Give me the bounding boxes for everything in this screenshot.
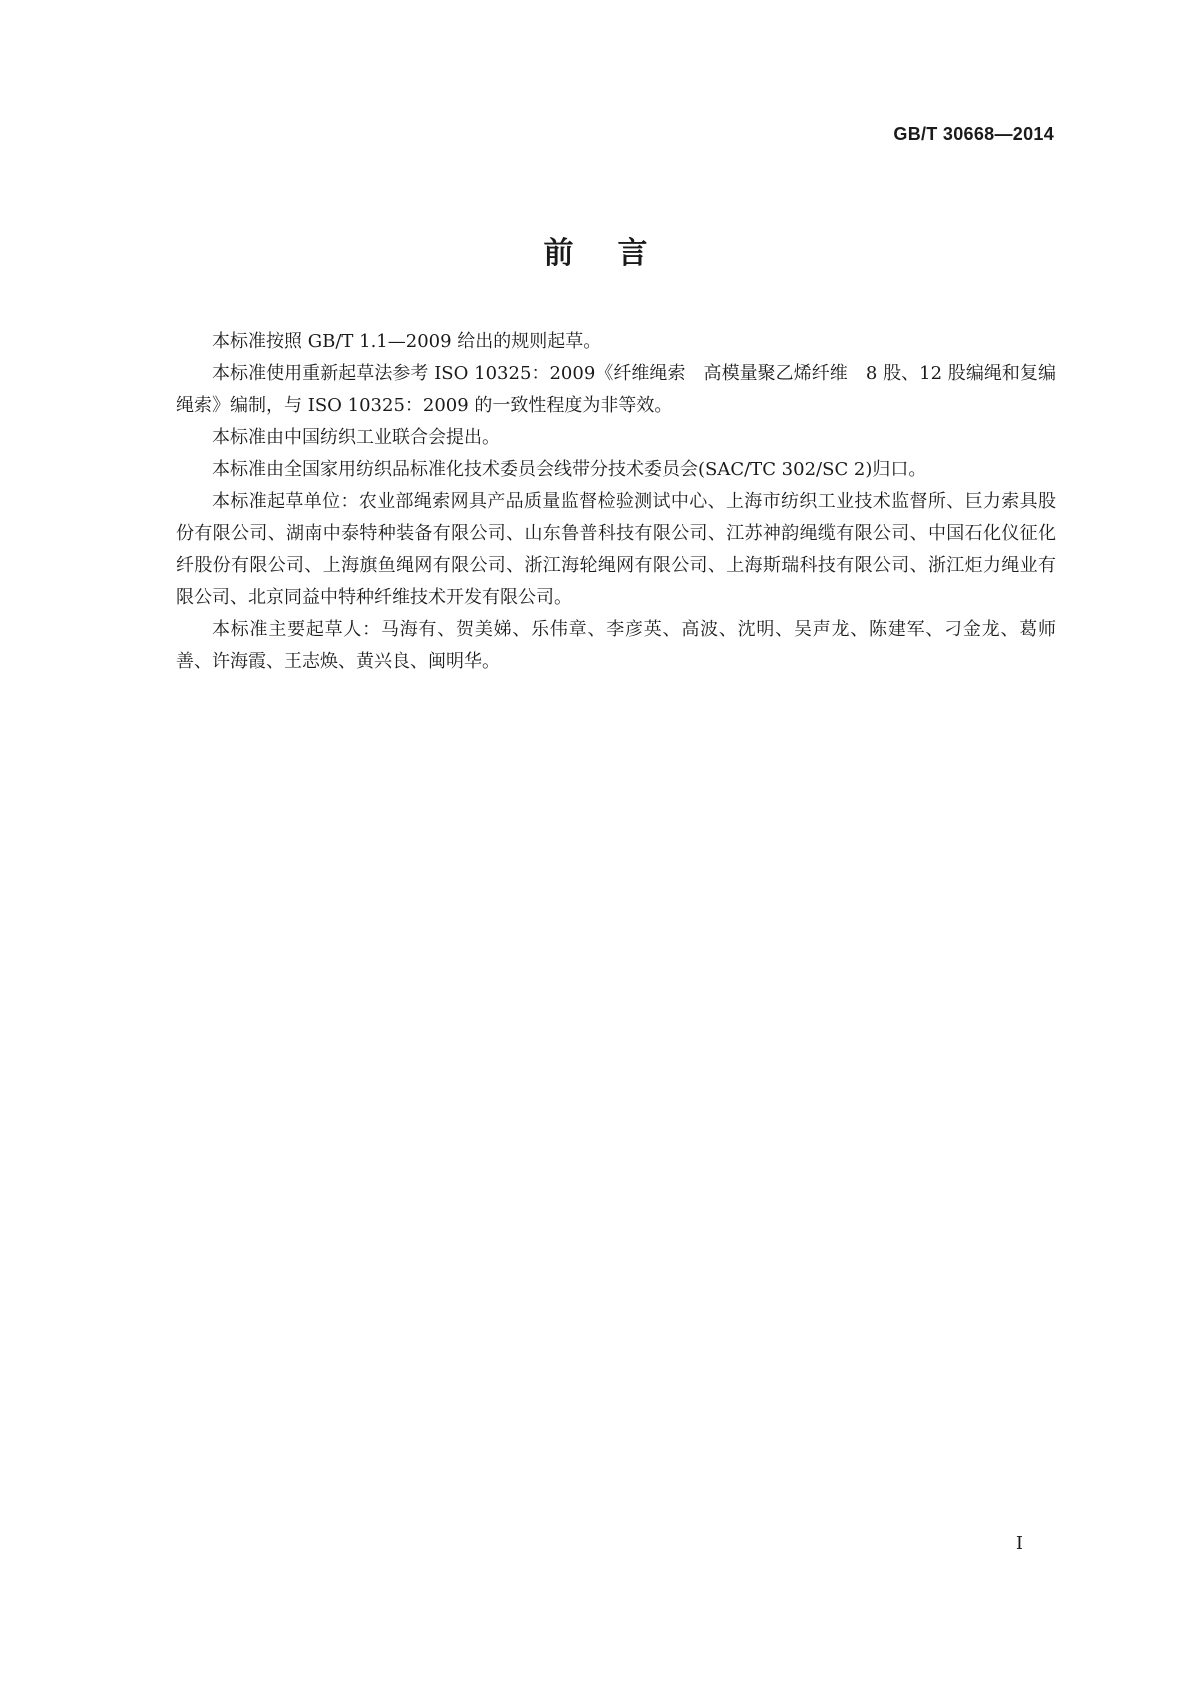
preface-body xyxy=(176,326,1056,678)
paragraph-proposer: 本标准由中国纺织工业联合会提出。 xyxy=(212,427,500,448)
paragraph-main-drafters: 本标准主要起草人：马海有、贺美娣、乐伟章、李彦英、高波、沈明、吴声龙、陈建军、刁金龙、葛师善、许海霞、王志焕、黄兴良、闽明华。 xyxy=(176,619,1056,672)
paragraph-reference-standard: 本标准使用重新起草法参考 ISO 10325：2009《纤维绳索 高模量聚乙烯纤维 8 股、12 股编绳和复编绳索》编制，与 ISO 10325：2009 的一致性程度为非等效。 xyxy=(176,363,1056,416)
paragraph-drafting-units: 本标准起草单位：农业部绳索网具产品质量监督检验测试中心、上海市纺织工业技术监督所、巨力索具股份有限公司、湖南中泰特种装备有限公司、山东鲁普科技有限公司、江苏神韵绳缆有限公司、中国石化仪征化纤股份有限公司、上海旗鱼绳网有限公司、浙江海轮绳网有限公司、上海斯瑞科技有限公司、浙江炬力绳业有限公司、北京同益中特种纤维技术开发有限公司。 xyxy=(176,491,1056,608)
paragraph-committee: 本标准由全国家用纺织品标准化技术委员会线带分技术委员会(SAC/TC 302/SC 2)归口。 xyxy=(212,459,927,480)
page-title: 前言 xyxy=(543,236,692,271)
page-number: I xyxy=(1015,1533,1023,1554)
standard-code: GB/T 30668—2014 xyxy=(893,124,1054,144)
paragraph-drafting-rules: 本标准按照 GB/T 1.1—2009 给出的规则起草。 xyxy=(212,331,602,352)
